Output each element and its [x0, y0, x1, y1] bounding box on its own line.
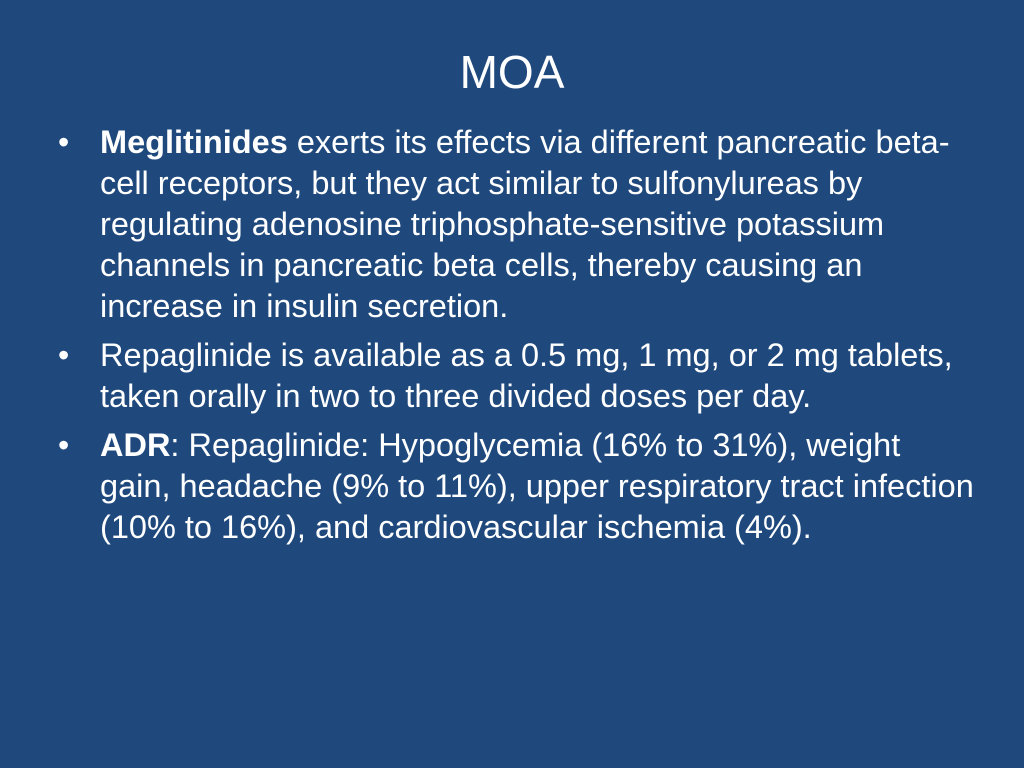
bullet-item-repaglinide — [58, 335, 978, 417]
bullet-bold-term: ADR — [100, 427, 171, 463]
bullet-text: : Repaglinide: Hypoglycemia (16% to 31%), weight gain, headache (9% to 11%), upper respiratory tract infection (10% to 16%), and cardiovascular ischemia (4%). — [100, 427, 974, 545]
bullet-bold-term: Meglitinides — [100, 124, 288, 160]
bullet-marker: • — [58, 337, 70, 373]
bullet-text: Repaglinide is available as a 0.5 mg, 1 mg, or 2 mg tablets, taken orally in two to three divided doses per day. — [100, 337, 953, 414]
bullet-item-meglitinides — [58, 122, 978, 327]
bullet-marker: • — [58, 427, 70, 463]
slide-title: MOA — [459, 46, 565, 98]
bullet-item-adr — [58, 425, 978, 548]
bullet-list — [58, 122, 978, 556]
bullet-marker: • — [58, 124, 70, 160]
bullet-text: exerts its effects via different pancreatic beta-cell receptors, but they act similar to sulfonylureas by regulating adenosine triphosphate-sensitive potassium channels in pancreatic beta cells, thereby causing an increase in insulin secretion. — [100, 124, 950, 324]
